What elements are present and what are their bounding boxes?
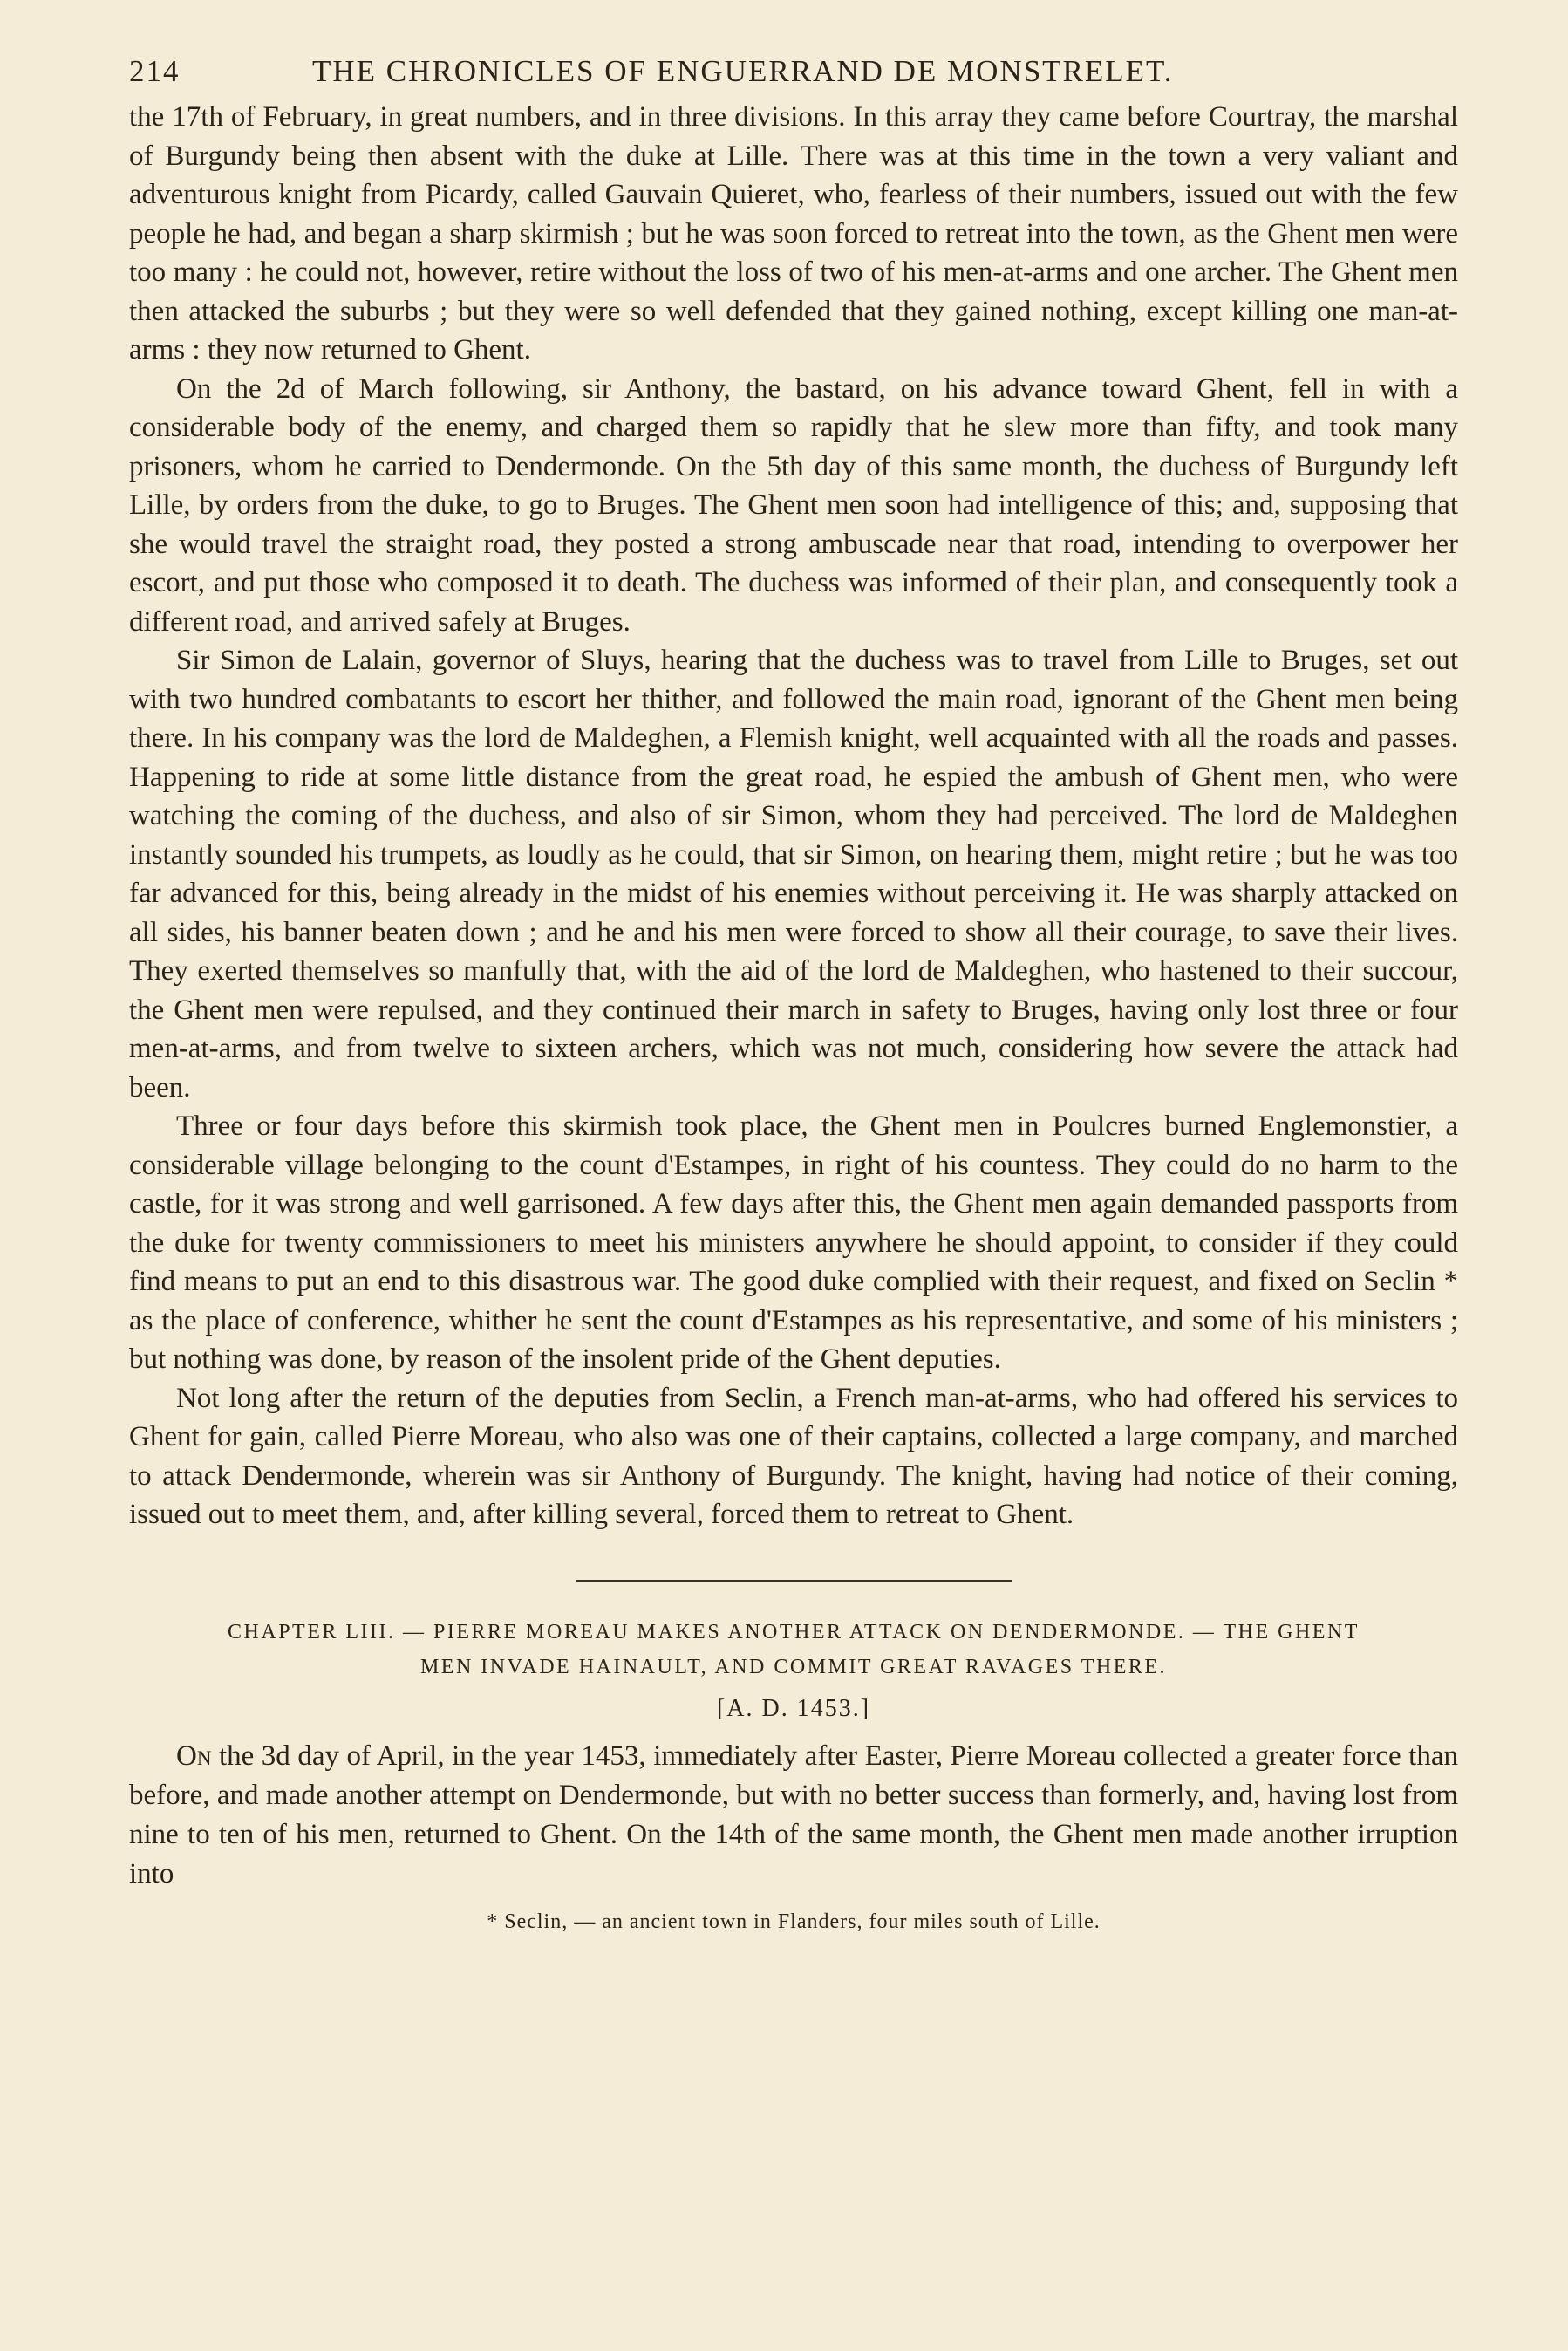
book-page [129,45,1458,1939]
paragraph-simon-de-lalain: Sir Simon de Lalain, governor of Sluys, hearing that the duchess was to travel from Lille to Bruges, set out with two hundred combatants to escort her thither, and followed the main road, ignorant of the Ghent men being there. In his company was the lord de Maldeghen, a Flemish knight, well acquainted with all the roads and passes. Happening to ride at some little distance from the great road, he espied the ambush of Ghent men, who were watching the coming of the duchess, and also of sir Simon, whom they had perceived. The lord de Maldeghen instantly sounded his trumpets, as loudly as he could, that sir Simon, on hearing them, might retire ; but he was too far advanced for this, being already in the midst of his enemies without perceiving it. He was sharply attacked on all sides, his banner beaten down ; and he and his men were forced to show all their courage, to save their lives. They exerted themselves so manfully that, with the aid of the lord de Maldeghen, who hastened to their succour, the Ghent men were repulsed, and they continued their march in safety to Bruges, having only lost three or four men-at-arms, and from twelve to sixteen archers, which was not much, considering how severe the attack had been. [129,645,1458,1104]
chapter-paragraph-text: the 3d day of April, in the year 1453, immediately after Easter, Pierre Moreau collected a greater force than before, and made another attempt on Dendermonde, but with no better success than formerly, and, having lost from nine to ten of his men, returned to Ghent. On the 14th of the same month, the Ghent men made another irruption into [129,1739,1458,1890]
chapter-heading [129,1615,1458,1685]
page-number: 214 [129,54,181,88]
chapter-paragraph [129,1737,1458,1894]
running-title: THE CHRONICLES OF ENGUERRAND DE MONSTRELET. [312,54,1174,88]
chapter-text [129,1737,1458,1894]
paragraph-englemonstier: Three or four days before this skirmish took place, the Ghent men in Poulcres burned Englemonstier, a considerable village belonging to the count d'Estampes, in right of his countess. They could do no harm to the castle, for it was strong and well garrisoned. A few days after this, the Ghent men again demanded passports from the duke for twenty commissioners to meet his ministers anywhere he should appoint, to consider if they could find means to put an end to this disastrous war. The good duke complied with their request, and fixed on Seclin * as the place of conference, whither he sent the count d'Estampes as his representative, and some of his ministers ; but nothing was done, by reason of the insolent pride of the Ghent deputies. [129,1111,1458,1375]
paragraph-march-2: On the 2d of March following, sir Anthony, the bastard, on his advance toward Ghent, fell in with a considerable body of the enemy, and charged them so rapidly that he slew more than fifty, and took many prisoners, whom he carried to Dendermonde. On the 5th day of this same month, the duchess of Burgundy left Lille, by orders from the duke, to go to Bruges. The Ghent men soon had intelligence of this; and, supposing that she would travel the straight road, they posted a strong ambuscade near that road, intending to overpower her escort, and put those who composed it to death. The duchess was informed of their plan, and consequently took a different road, and arrived safely at Bruges. [129,372,1458,638]
chapter-heading-line-1: CHAPTER LIII. — PIERRE MOREAU MAKES ANOTHER ATTACK ON DENDERMONDE. — THE GHENT [228,1620,1360,1644]
chapter-lead-word: On [176,1739,212,1772]
section-divider [576,1580,1012,1582]
running-head [129,45,1458,98]
chapter-date: [A. D. 1453.] [716,1694,871,1722]
chapter-heading-line-2: MEN INVADE HAINAULT, AND COMMIT GREAT RAVAGES THERE. [419,1655,1168,1678]
footnote: * Seclin, — an ancient town in Flanders, four miles south of Lille. [487,1910,1101,1933]
body-text [129,98,1458,1534]
paragraph-continued: the 17th of February, in great numbers, and in three divisions. In this array they came before Courtray, the marshal of Burgundy being then absent with the duke at Lille. There was at this time in the town a very valiant and adventurous knight from Picardy, called Gauvain Quieret, who, fearless of their numbers, issued out with the few people he had, and began a sharp skirmish ; but he was soon forced to retreat into the town, as the Ghent men were too many : he could not, however, retire without the loss of two of his men-at-arms and one archer. The Ghent men then attacked the suburbs ; but they were so well defended that they gained nothing, except killing one man-at-arms : they now returned to Ghent. [129,101,1458,366]
paragraph-pierre-moreau: Not long after the return of the deputies from Seclin, a French man-at-arms, who had offered his services to Ghent for gain, called Pierre Moreau, who also was one of their captains, collected a large company, and marched to attack Dendermonde, wherein was sir Anthony of Burgundy. The knight, having had notice of their coming, issued out to meet them, and, after killing several, forced them to retreat to Ghent. [129,1382,1458,1530]
